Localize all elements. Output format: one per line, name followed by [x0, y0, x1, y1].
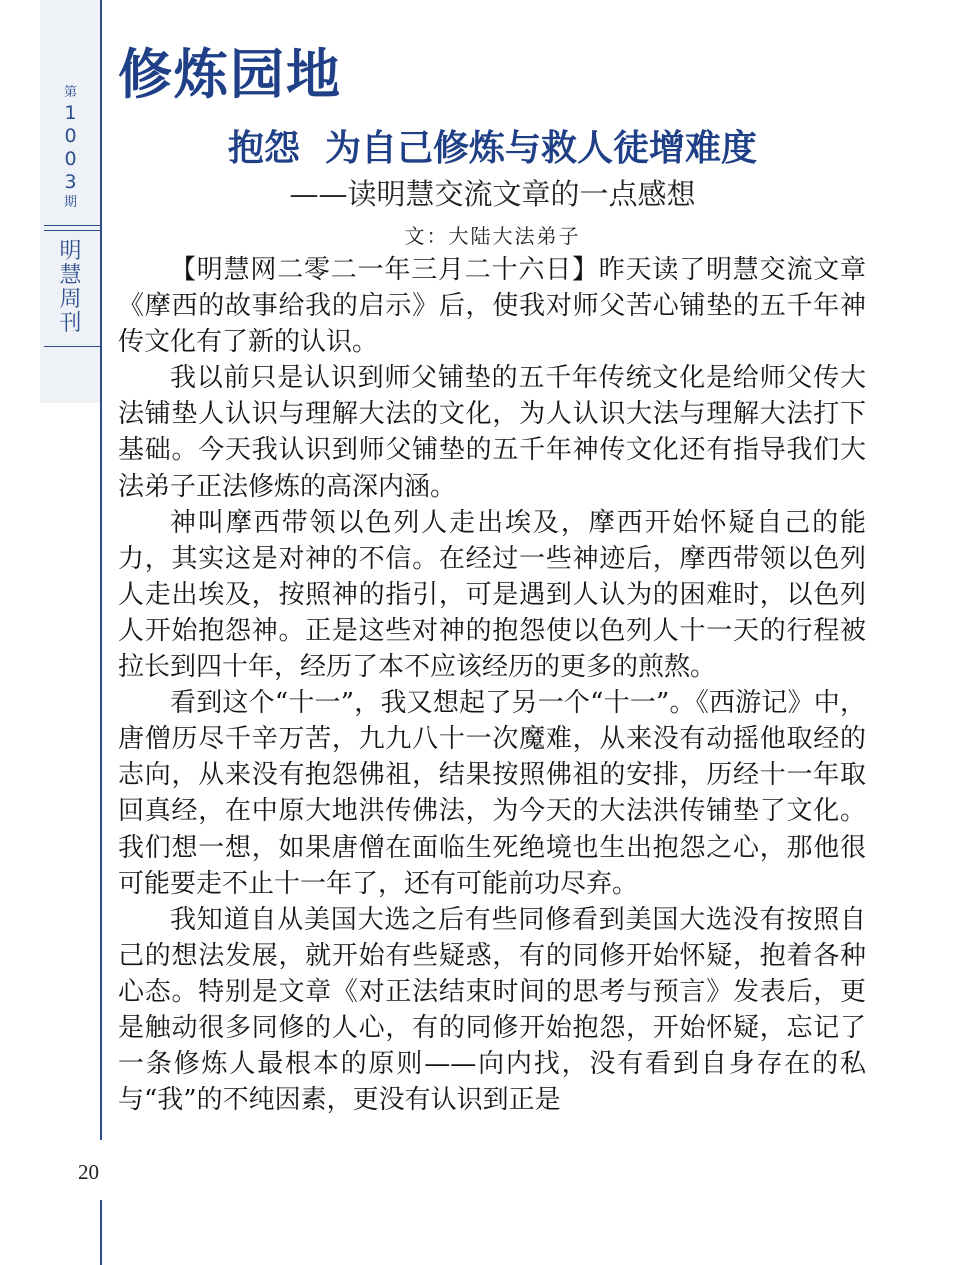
journal-name	[40, 240, 101, 336]
paragraph: 我以前只是认识到师父铺垫的五千年传统文化是给师父传大法铺垫人认识与理解大法的文化，为人认识大法与理解大法打下基础。今天我认识到师父铺垫的五千年神传文化还有指导我们大法弟子正法修炼的高深内涵。	[118, 363, 866, 502]
paragraph: 我知道自从美国大选之后有些同修看到美国大选没有按照自己的想法发展，就开始有些疑惑，有的同修开始怀疑，抱着各种心态。特别是文章《对正法结束时间的思考与预言》发表后，更是触动很多同修的人心，有的同修开始抱怨，开始怀疑，忘记了一条修炼人最根本的原则——向内找，没有看到自身存在的私与“我”的不纯因素，更没有认识到正是	[118, 904, 866, 1116]
sidebar-divider	[44, 225, 101, 226]
article-title: 抱怨 为自己修炼与救人徒增难度	[227, 128, 758, 169]
article-subtitle: ——读明慧交流文章的一点感想	[289, 177, 696, 211]
paragraph: 【明慧网二零二一年三月二十六日】昨天读了明慧交流文章《摩西的故事给我的启示》后，使我对师父苦心铺垫的五千年神传文化有了新的认识。	[118, 255, 866, 358]
issue-prefix: 第	[63, 85, 77, 100]
issue-digits	[40, 102, 101, 194]
issue-digit: 1	[64, 102, 77, 124]
section-title: 修炼园地	[118, 43, 342, 106]
margin-rule-gap	[99, 1140, 103, 1200]
journal-char: 慧	[59, 263, 82, 288]
page-number: 20	[78, 1160, 99, 1184]
issue-number	[40, 84, 101, 212]
sidebar-divider	[44, 346, 101, 347]
paragraph: 看到这个“十一”，我又想起了另一个“十一”。《西游记》中，唐僧历尽千辛万苦，九九八十一次魔难，从来没有动摇他取经的志向，从来没有抱怨佛祖，结果按照佛祖的安排，历经十一年取回真经，在中原大地洪传佛法，为今天的大法洪传铺垫了文化。我们想一想，如果唐僧在面临生死绝境也生出抱怨之心，那他很可能要走不止十一年了，还有可能前功尽弃。	[118, 688, 866, 899]
issue-digit: 0	[64, 125, 77, 147]
article-byline: 文：大陆大法弟子	[404, 224, 581, 248]
issue-digit: 0	[64, 148, 77, 170]
issue-suffix: 期	[63, 195, 77, 210]
journal-char: 周	[59, 287, 82, 312]
issue-digit: 3	[64, 171, 77, 193]
paragraph: 神叫摩西带领以色列人走出埃及，摩西开始怀疑自己的能力，其实这是对神的不信。在经过一些神迹后，摩西带领以色列人走出埃及，按照神的指引，可是遇到人认为的困难时，以色列人开始抱怨神。正是这些对神的抱怨使以色列人十一天的行程被拉长到四十年，经历了本不应该经历的更多的煎熬。	[118, 507, 866, 683]
journal-char: 刊	[59, 311, 82, 336]
article-body	[118, 252, 866, 1118]
journal-char: 明	[59, 239, 82, 264]
sidebar-divider	[44, 230, 101, 231]
